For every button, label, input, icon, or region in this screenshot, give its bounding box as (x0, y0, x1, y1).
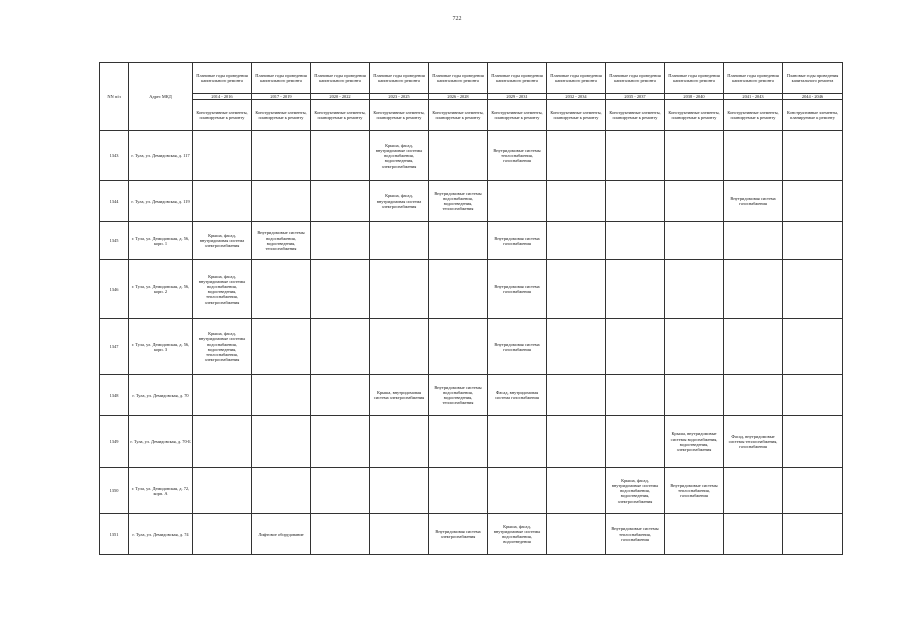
repair-works-cell (311, 260, 370, 319)
repair-works-cell (311, 375, 370, 416)
header-period: 2014 - 2016 (193, 94, 252, 100)
table-body (100, 131, 843, 555)
repair-works-cell (783, 260, 843, 319)
repair-works-cell: Фасад, внутридомовая система газоснабжения (488, 375, 547, 416)
repair-works-cell: Фасад, внутридомовые системы теплоснабжения, газоснабжения (724, 416, 783, 468)
table-row (100, 319, 843, 375)
repair-works-cell: Внутридомовая система газоснабжения (724, 181, 783, 222)
row-number: 1349 (100, 416, 129, 468)
repair-works-cell (429, 260, 488, 319)
repair-works-cell (193, 514, 252, 555)
header-period: 2041 - 2043 (724, 94, 783, 100)
repair-works-cell (547, 222, 606, 260)
header-period: 2044 - 2046 (783, 94, 843, 100)
repair-works-cell (783, 375, 843, 416)
header-group-label: Плановые годы проведения капитального ремонта (488, 63, 547, 94)
repair-works-cell (370, 222, 429, 260)
repair-works-cell (724, 131, 783, 181)
table-row (100, 514, 843, 555)
repair-works-cell (724, 375, 783, 416)
repair-works-cell (193, 131, 252, 181)
header-sub-label: Конструктивные элементы, планируемые к ремонту (606, 100, 665, 131)
repair-works-cell: Крыша, фасад, внутридомовая система электроснабжения (193, 222, 252, 260)
header-sub-label: Конструктивные элементы, планируемые к ремонту (311, 100, 370, 131)
repair-works-cell: Крыша, внутридомовые системы водоснабжения, водоотведения, электроснабжения (665, 416, 724, 468)
repair-works-cell (606, 375, 665, 416)
repair-works-cell (311, 222, 370, 260)
header-group-label: Плановые годы проведения капитального ремонта (606, 63, 665, 94)
row-address: г. Тула, ул. Демидовская, д. 74 (129, 514, 193, 555)
header-group-label: Плановые годы проведения капитального ремонта (429, 63, 488, 94)
repair-works-cell (665, 375, 724, 416)
repair-works-cell (370, 468, 429, 514)
header-sub-label: Конструктивные элементы, планируемые к ремонту (665, 100, 724, 131)
table-row (100, 181, 843, 222)
repair-works-cell (370, 260, 429, 319)
header-sub-label: Конструктивные элементы, планируемые к ремонту (252, 100, 311, 131)
repair-works-cell: Внутридомовые системы теплоснабжения, газоснабжения (606, 514, 665, 555)
header-period: 2035 - 2037 (606, 94, 665, 100)
row-number: 1347 (100, 319, 129, 375)
repair-works-cell (547, 131, 606, 181)
repair-works-cell (547, 181, 606, 222)
header-period: 2020 - 2022 (311, 94, 370, 100)
row-address: г. Тула, ул. Демидовская, д. 72, корп. А (129, 468, 193, 514)
repair-works-cell: Внутридомовая система газоснабжения (488, 222, 547, 260)
repair-works-cell (311, 468, 370, 514)
header-period: 2038 - 2040 (665, 94, 724, 100)
repair-works-cell (606, 131, 665, 181)
repair-works-cell (252, 319, 311, 375)
header-group-label: Плановые годы проведения капитального ремонта (547, 63, 606, 94)
repair-works-cell (488, 181, 547, 222)
repair-works-cell (665, 222, 724, 260)
header-group-label: Плановые годы проведения капитального ремонта (193, 63, 252, 94)
repair-works-cell: Внутридомовая система газоснабжения (488, 260, 547, 319)
repair-works-cell (665, 514, 724, 555)
repair-works-cell: Крыша, внутридомовая система электроснабжения (370, 375, 429, 416)
repair-works-cell (488, 416, 547, 468)
repair-works-cell (311, 131, 370, 181)
repair-works-cell (311, 181, 370, 222)
repair-works-cell (665, 181, 724, 222)
table-row (100, 222, 843, 260)
table-row (100, 416, 843, 468)
repair-works-cell (311, 416, 370, 468)
header-group-label: Плановые годы проведения капитального ремонта (783, 63, 843, 94)
header-sub-label: Конструктивные элементы, планируемые к ремонту (724, 100, 783, 131)
repair-works-cell (370, 514, 429, 555)
row-address: г. Тула, ул. Демидовская, д. 56, корп. 1 (129, 222, 193, 260)
repair-works-cell (252, 468, 311, 514)
repair-works-cell (252, 375, 311, 416)
repair-works-cell (606, 319, 665, 375)
row-number: 1346 (100, 260, 129, 319)
repair-works-cell (783, 222, 843, 260)
repair-works-cell: Внутридомовые системы теплоснабжения, газоснабжения (488, 131, 547, 181)
capital-repair-plan-table (99, 62, 843, 555)
repair-works-cell (547, 319, 606, 375)
table-row (100, 260, 843, 319)
repair-works-cell (783, 319, 843, 375)
repair-works-cell: Крыша, фасад, внутридомовые системы водоснабжения, водоотведения, теплоснабжения, электроснабжения (193, 260, 252, 319)
header-period: 2017 - 2019 (252, 94, 311, 100)
repair-works-cell (429, 131, 488, 181)
repair-works-cell (311, 514, 370, 555)
repair-works-cell (488, 468, 547, 514)
header-address: Адрес МКД (129, 63, 193, 131)
repair-works-cell (547, 416, 606, 468)
row-number: 1345 (100, 222, 129, 260)
repair-works-cell (783, 416, 843, 468)
row-address: г. Тула, ул. Демидовская, д. 70 (129, 375, 193, 416)
repair-works-cell (252, 181, 311, 222)
repair-works-cell (547, 375, 606, 416)
repair-works-cell (665, 319, 724, 375)
page-number: 722 (452, 16, 462, 22)
repair-works-cell: Крыша, фасад, внутридомовые системы водоснабжения, водоотведения, электроснабжения (370, 131, 429, 181)
repair-works-cell (311, 319, 370, 375)
repair-works-cell (252, 131, 311, 181)
repair-works-cell: Внутридомовые системы водоснабжения, водоотведения, теплоснабжения (429, 375, 488, 416)
repair-works-cell (429, 319, 488, 375)
repair-works-cell (429, 416, 488, 468)
repair-works-cell (193, 181, 252, 222)
repair-works-cell (724, 468, 783, 514)
row-address: г. Тула, ул. Демидовская, д. 117 (129, 131, 193, 181)
repair-works-cell: Внутридомовые системы водоснабжения, водоотведения, теплоснабжения (252, 222, 311, 260)
repair-works-cell (193, 468, 252, 514)
table-row (100, 468, 843, 514)
header-period: 2026 - 2028 (429, 94, 488, 100)
header-group-label: Плановые годы проведения капитального ремонта (252, 63, 311, 94)
header-num: NN п/п (100, 63, 129, 131)
repair-works-cell (724, 222, 783, 260)
repair-works-cell (783, 131, 843, 181)
table-row (100, 131, 843, 181)
header-period: 2032 - 2034 (547, 94, 606, 100)
repair-works-cell: Внутридомовые системы водоснабжения, водоотведения, теплоснабжения (429, 181, 488, 222)
header-sub-label: Конструктивные элементы, планируемые к ремонту (370, 100, 429, 131)
row-number: 1348 (100, 375, 129, 416)
header-group-label: Плановые годы проведения капитального ремонта (724, 63, 783, 94)
repair-works-cell: Крыша, фасад, внутридомовые системы водоснабжения, водоотведения (488, 514, 547, 555)
repair-works-cell: Крыша, фасад, внутридомовые системы водоснабжения, водоотведения, теплоснабжения, электроснабжения (193, 319, 252, 375)
repair-works-cell (547, 468, 606, 514)
header-period: 2023 - 2025 (370, 94, 429, 100)
row-number: 1344 (100, 181, 129, 222)
repair-works-cell (370, 319, 429, 375)
repair-works-cell (547, 260, 606, 319)
repair-works-cell (429, 468, 488, 514)
repair-works-cell (606, 222, 665, 260)
repair-works-cell (724, 514, 783, 555)
table-header (100, 63, 843, 131)
repair-works-cell (783, 514, 843, 555)
repair-works-cell: Крыша, фасад, внутридомовые системы водоснабжения, водоотведения, электроснабжения (606, 468, 665, 514)
repair-works-cell (606, 181, 665, 222)
repair-works-cell: Внутридомовая система газоснабжения (488, 319, 547, 375)
header-sub-label: Конструктивные элементы, планируемые к ремонту (547, 100, 606, 131)
repair-works-cell (429, 222, 488, 260)
repair-works-cell (547, 514, 606, 555)
header-sub-label: Конструктивные элементы, планируемые к ремонту (193, 100, 252, 131)
repair-works-cell (370, 416, 429, 468)
repair-works-cell (665, 131, 724, 181)
header-sub-label: Конструктивные элементы, планируемые к ремонту (488, 100, 547, 131)
repair-works-cell (783, 468, 843, 514)
header-group-label: Плановые годы проведения капитального ремонта (311, 63, 370, 94)
repair-works-cell (252, 260, 311, 319)
repair-works-cell: Внутридомовые системы теплоснабжения, газоснабжения (665, 468, 724, 514)
row-address: г. Тула, ул. Демидовская, д. 70-Б (129, 416, 193, 468)
row-number: 1343 (100, 131, 129, 181)
row-address: г. Тула, ул. Демидовская, д. 119 (129, 181, 193, 222)
repair-works-cell (193, 416, 252, 468)
row-number: 1351 (100, 514, 129, 555)
repair-works-cell: Лифтовое оборудование (252, 514, 311, 555)
repair-works-cell (665, 260, 724, 319)
repair-works-cell: Внутридомовая система электроснабжения (429, 514, 488, 555)
repair-works-cell (783, 181, 843, 222)
header-period: 2029 - 2031 (488, 94, 547, 100)
repair-works-cell (724, 260, 783, 319)
header-sub-label: Конструктивные элементы, планируемые к ремонту (429, 100, 488, 131)
header-group-label: Плановые годы проведения капитального ремонта (665, 63, 724, 94)
row-number: 1350 (100, 468, 129, 514)
repair-works-cell (724, 319, 783, 375)
row-address: г. Тула, ул. Демидовская, д. 56, корп. 2 (129, 260, 193, 319)
header-group-label: Плановые годы проведения капитального ремонта (370, 63, 429, 94)
repair-works-cell (252, 416, 311, 468)
table-row (100, 375, 843, 416)
row-address: г. Тула, ул. Демидовская, д. 56, корп. 3 (129, 319, 193, 375)
header-sub-label: Конструктивные элементы, планируемые к ремонту (783, 100, 843, 131)
repair-works-cell (606, 416, 665, 468)
repair-works-cell (193, 375, 252, 416)
repair-works-cell: Крыша, фасад, внутридомовая система электроснабжения (370, 181, 429, 222)
repair-works-cell (606, 260, 665, 319)
